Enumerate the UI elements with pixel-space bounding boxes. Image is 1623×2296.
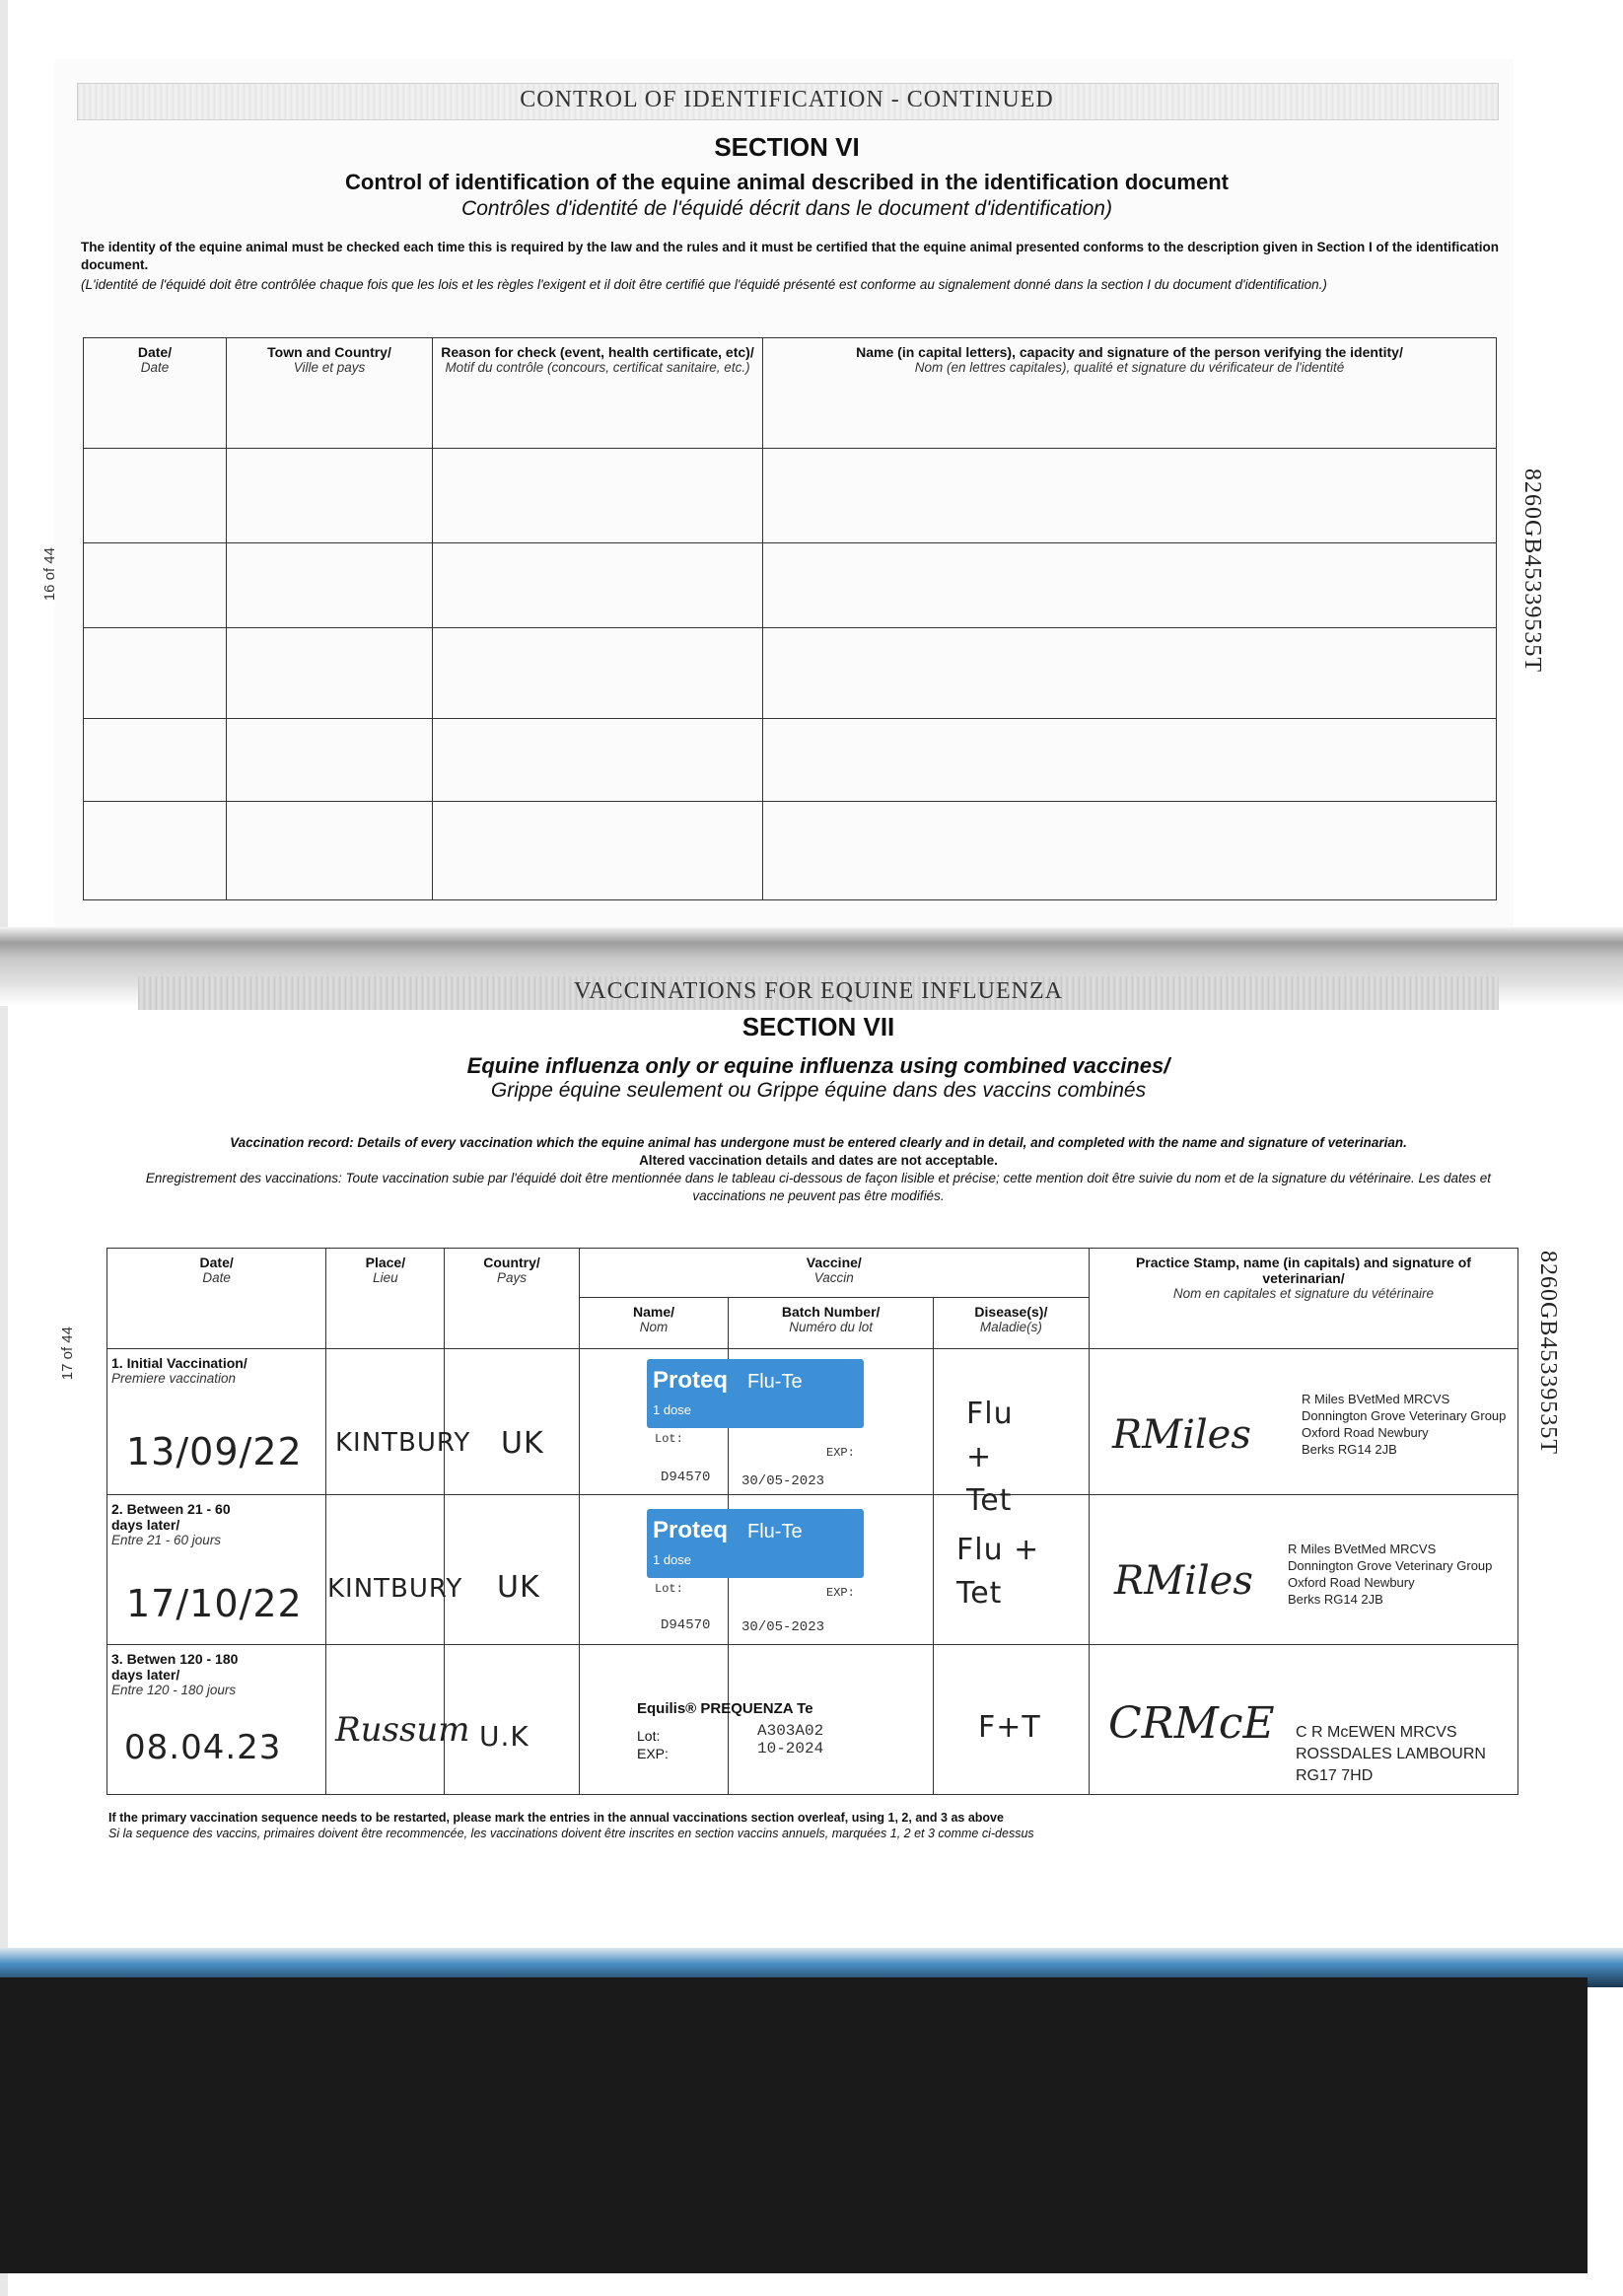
section6-title-fr: Contrôles d'identité de l'équidé décrit dans le document d'identification)	[461, 197, 1112, 220]
section7-record-en2: Altered vaccination details and dates are not acceptable.	[639, 1153, 998, 1168]
section6-intro-fr: (L'identité de l'équidé doit être contrôlée chaque fois que les lois et les règles l'exigent et il doit être certifié que l'équidé présenté est conforme au signalement donné dans la section I du document d'identification.)	[81, 277, 1327, 292]
row2-date: 17/10/22	[126, 1582, 303, 1625]
row2-signature: RMiles	[1114, 1558, 1253, 1604]
row1-country: UK	[501, 1426, 544, 1461]
col-date: Date/ Date	[107, 1249, 326, 1349]
row1-vaccine-sticker: Proteq Flu-Te 1 dose	[647, 1359, 864, 1428]
col-place: Place/ Lieu	[326, 1249, 445, 1349]
row1-lot: D94570	[661, 1470, 711, 1485]
row3-date: 08.04.23	[124, 1728, 282, 1767]
col-vaccine-name: Name/ Nom	[579, 1298, 729, 1349]
col-town-country: Town and Country/ Ville et pays	[227, 338, 433, 449]
side-id-top: 8260GB45339535T	[1519, 468, 1545, 673]
row1-date: 13/09/22	[126, 1430, 303, 1473]
section7-label: SECTION VII	[741, 1012, 895, 1041]
row1-place: KINTBURY	[335, 1428, 471, 1458]
col-stamp: Practice Stamp, name (in capitals) and signature of veterinarian/ Nom en capitales et signature du vétérinaire	[1089, 1249, 1517, 1349]
col-reason: Reason for check (event, health certificate, etc)/ Motif du contrôle (concours, certificat sanitaire, etc.)	[433, 338, 763, 449]
footnote-fr: Si la sequence des vaccins, primaires doivent être recommencée, les vaccinations doivent être inscrites en section vaccins annuels, marquées 1, 2 et 3 comme ci-dessus	[108, 1827, 1034, 1840]
row2-practice-stamp: R Miles BVetMed MRCVS Donnington Grove Veterinary Group Oxford Road Newbury Berks RG14 2JB	[1288, 1542, 1493, 1607]
row2-place: KINTBURY	[327, 1574, 463, 1604]
side-id-bottom: 8260GB45339535T	[1535, 1251, 1561, 1455]
row1-practice-stamp: R Miles BVetMed MRCVS Donnington Grove Veterinary Group Oxford Road Newbury Berks RG14 2JB	[1302, 1392, 1507, 1457]
section7-record-fr: Enregistrement des vaccinations: Toute vaccination subie par l'équidé doit être mentionnée dans le tableau ci-dessous de façon lisible et précise; cette mention doit être suivie du nom et de la signature du vétérinaire. Les dates et vaccinations ne peuvent pas être modifiés.	[145, 1171, 1492, 1203]
table-row	[84, 719, 1497, 802]
row1-lot-label: Lot:	[655, 1432, 683, 1446]
row3-exp: 10-2024	[757, 1740, 824, 1758]
col-verifier: Name (in capital letters), capacity and signature of the person verifying the identity/ Nom (en lettres capitales), qualité et signature du vérificateur de l'identité	[763, 338, 1497, 449]
row1-signature: RMiles	[1112, 1412, 1251, 1458]
col-country: Country/ Pays	[445, 1249, 579, 1349]
col-batch: Batch Number/ Numéro du lot	[729, 1298, 933, 1349]
table-row	[84, 628, 1497, 719]
section7-title-en: Equine influenza only or equine influenza using combined vaccines/	[466, 1053, 1170, 1078]
row3-lot-label: Lot:	[637, 1728, 661, 1744]
row3-practice-stamp: C R McEWEN MRCVS ROSSDALES LAMBOURN RG17 7HD	[1296, 1724, 1486, 1784]
row-label: 2. Between 21 - 60 days later/ Entre 21 - 60 jours	[107, 1495, 326, 1645]
page-number-16: 16 of 44	[41, 547, 58, 602]
row3-lot: A303A02	[757, 1722, 824, 1740]
section6-label: SECTION VI	[714, 132, 860, 162]
section7-banner-title: VACCINATIONS FOR EQUINE INFLUENZA	[574, 978, 1063, 1004]
scan-background	[0, 1977, 1588, 2273]
col-disease: Disease(s)/ Maladie(s)	[933, 1298, 1089, 1349]
table-row	[84, 449, 1497, 543]
row3-disease: F+T	[978, 1710, 1041, 1745]
row-label: 3. Betwen 120 - 180 days later/ Entre 120 - 180 jours	[107, 1645, 326, 1795]
table-row	[84, 543, 1497, 628]
section7-record-en: Vaccination record: Details of every vaccination which the equine animal has undergone must be entered clearly and in detail, and completed with the name and signature of veterinarian.	[230, 1135, 1407, 1150]
row3-country: U.K	[479, 1720, 529, 1753]
row2-lot-label: Lot:	[655, 1582, 683, 1596]
row2-country: UK	[497, 1570, 540, 1605]
row-label: 1. Initial Vaccination/ Premiere vaccination	[107, 1349, 326, 1495]
section6-title-en: Control of identification of the equine animal described in the identification document	[345, 170, 1229, 194]
row1-disease: Flu + Tet	[966, 1397, 1014, 1518]
row3-product: Equilis® PREQUENZA Te	[637, 1700, 813, 1717]
footnote-en: If the primary vaccination sequence needs to be restarted, please mark the entries in the annual vaccinations section overleaf, using 1, 2, and 3 as above	[108, 1811, 1004, 1825]
col-vaccine: Vaccine/ Vaccin	[579, 1249, 1089, 1298]
table-row	[84, 802, 1497, 900]
row3-exp-label: EXP:	[637, 1746, 669, 1761]
page-number-17: 17 of 44	[59, 1327, 76, 1381]
section7-title-fr: Grippe équine seulement ou Grippe équine dans des vaccins combinés	[490, 1079, 1147, 1102]
row2-lot: D94570	[661, 1617, 711, 1633]
row2-exp-label: EXP:	[826, 1586, 855, 1600]
row3-place: Russum	[335, 1710, 470, 1750]
identity-check-table	[83, 337, 1497, 900]
row3-signature: CRMcE	[1108, 1698, 1275, 1749]
row2-disease: Flu + Tet	[956, 1533, 1040, 1611]
row2-vaccine-sticker: Proteq Flu-Te 1 dose	[647, 1509, 864, 1578]
section6-banner-title: CONTROL OF IDENTIFICATION - CONTINUED	[520, 87, 1054, 112]
row1-exp: 30/05-2023	[741, 1473, 825, 1489]
col-date: Date/ Date	[84, 338, 227, 449]
section6-intro-en: The identity of the equine animal must be checked each time this is required by the law and the rules and it must be certified that the equine animal presented conforms to the description given in Section I of the identification document.	[81, 240, 1500, 272]
row1-exp-label: EXP:	[826, 1446, 855, 1460]
row2-exp: 30/05-2023	[741, 1619, 825, 1635]
